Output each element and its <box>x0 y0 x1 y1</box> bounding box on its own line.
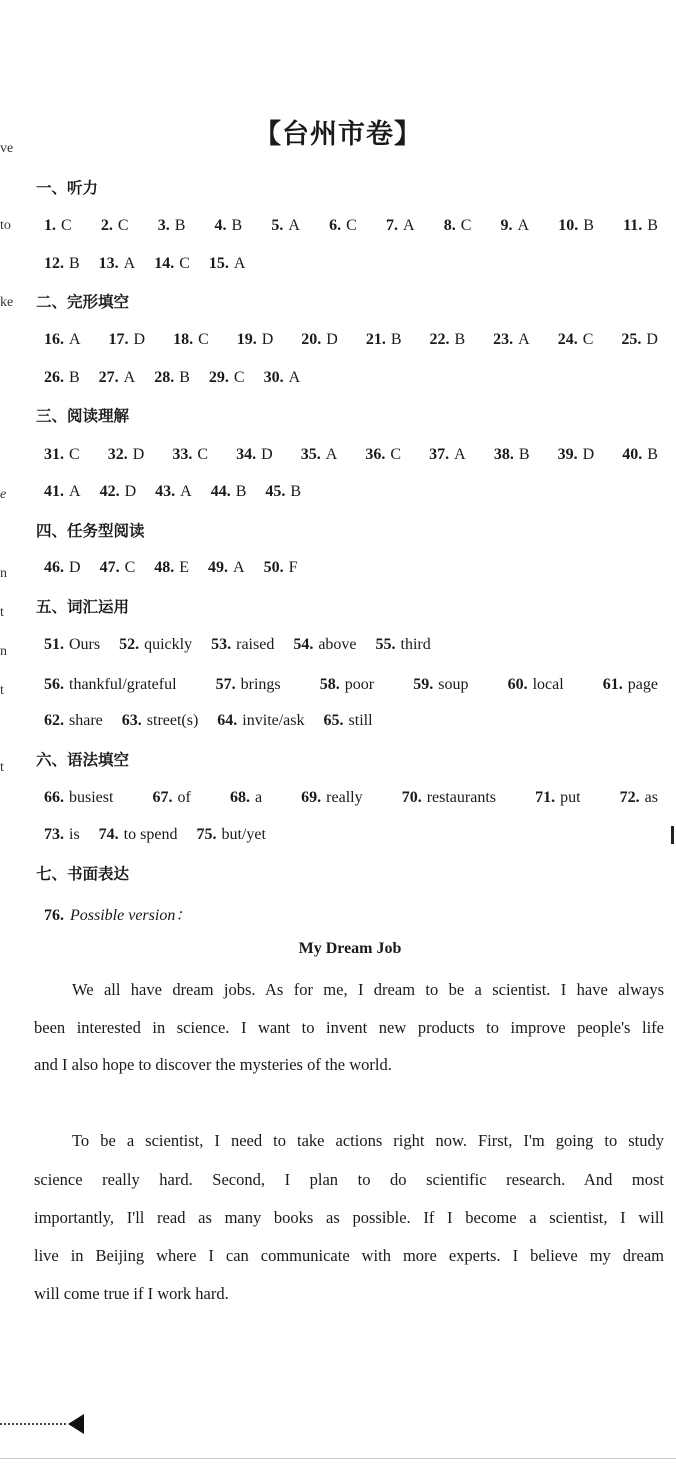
answer-row <box>44 559 297 577</box>
answer-value: D <box>124 483 137 500</box>
answer-value: C <box>61 217 72 234</box>
question-number: 36. <box>365 446 386 463</box>
answer-item <box>329 217 357 235</box>
answer-item <box>44 559 81 577</box>
answer-value: poor <box>344 676 375 693</box>
question-number: 32. <box>107 446 128 463</box>
answer-item <box>365 446 401 464</box>
answer-value: B <box>647 446 658 463</box>
question-number: 44. <box>210 483 231 500</box>
question-number: 13. <box>98 255 119 272</box>
question-number: 3. <box>157 217 170 234</box>
margin-fragment: e <box>0 487 7 502</box>
question-number: 28. <box>154 369 175 386</box>
question-number: 65. <box>323 712 344 729</box>
answer-value: C <box>124 559 136 576</box>
section-heading-writing: 七、书面表达 <box>36 865 130 883</box>
answer-item <box>99 826 178 844</box>
answer-value: B <box>174 217 186 234</box>
question-number: 42. <box>99 483 120 500</box>
answer-row <box>44 255 245 273</box>
answer-item <box>444 217 472 235</box>
answer-item <box>154 255 190 273</box>
question-number: 37. <box>429 446 450 463</box>
answer-item <box>535 789 580 807</box>
answer-value: above <box>318 636 357 653</box>
answer-row <box>44 483 301 501</box>
answer-value: C <box>197 446 209 463</box>
question-number: 23. <box>493 331 514 348</box>
answer-value: B <box>454 331 466 348</box>
answer-row <box>44 789 658 807</box>
question-number: 43. <box>155 483 176 500</box>
answer-item <box>301 789 362 807</box>
answer-item <box>44 676 177 694</box>
edge-mark <box>671 826 674 844</box>
answer-value: B <box>290 483 302 500</box>
section-heading-cloze: 二、完形填空 <box>36 293 130 311</box>
answer-item <box>44 826 80 844</box>
question-number: 34. <box>236 446 257 463</box>
answer-value: B <box>235 483 247 500</box>
question-number: 18. <box>173 331 194 348</box>
question-number: 49. <box>208 559 229 576</box>
margin-fragment: t <box>0 605 4 620</box>
answer-item <box>558 217 594 235</box>
question-number: 41. <box>44 483 64 500</box>
answer-item <box>155 483 192 501</box>
answer-item <box>216 676 281 694</box>
section-heading-task-reading: 四、任务型阅读 <box>36 522 145 540</box>
answer-item <box>293 636 356 654</box>
question-number: 17. <box>108 331 129 348</box>
footer-dotted-leader <box>0 1423 66 1425</box>
answer-row <box>44 446 658 464</box>
answer-row <box>44 217 658 235</box>
question-number: 31. <box>44 446 64 463</box>
question-number: 25. <box>621 331 642 348</box>
question-number: 47. <box>99 559 120 576</box>
question-number: 11. <box>623 217 643 234</box>
answer-item <box>324 712 373 730</box>
question-number: 56. <box>44 676 64 693</box>
answer-value: B <box>69 369 80 386</box>
question-number: 63. <box>121 712 142 729</box>
answer-item <box>429 446 466 464</box>
answer-row <box>44 676 658 694</box>
question-number: 74. <box>98 826 119 843</box>
answer-item <box>413 676 468 694</box>
question-number: 64. <box>217 712 238 729</box>
question-number: 52. <box>119 636 140 653</box>
essay-line: To be a scientist, I need to take actions right now. First, I'm going to study <box>72 1131 664 1150</box>
answer-value: D <box>582 446 595 463</box>
answer-value: C <box>233 369 245 386</box>
answer-item <box>44 369 80 387</box>
answer-item <box>196 826 265 844</box>
answer-value: quickly <box>144 636 193 653</box>
answer-item <box>603 676 658 694</box>
question-number: 73. <box>44 826 64 843</box>
answer-item <box>301 331 338 349</box>
essay-title: My Dream Job <box>298 940 402 957</box>
possible-version-label: Possible version： <box>70 907 192 924</box>
answer-value: is <box>69 826 80 843</box>
question-number: 29. <box>208 369 229 386</box>
answer-value: restaurants <box>426 789 496 806</box>
answer-value: a <box>254 789 263 806</box>
question-number: 69. <box>301 789 322 806</box>
answer-item <box>100 559 136 577</box>
question-number: 30. <box>263 369 284 386</box>
answer-item <box>264 369 301 387</box>
answer-value: put <box>560 789 581 806</box>
page-bottom-rule <box>0 1458 676 1459</box>
answer-item <box>620 789 658 807</box>
question-number: 55. <box>375 636 396 653</box>
answer-value: B <box>647 217 658 234</box>
question-number: 72. <box>619 789 640 806</box>
answer-value: brings <box>240 676 281 693</box>
answer-item <box>217 712 304 730</box>
question-number: 38. <box>493 446 514 463</box>
answer-value: A <box>233 255 246 272</box>
answer-item <box>230 789 262 807</box>
question-number: 14. <box>154 255 175 272</box>
question-number: 62. <box>44 712 64 729</box>
question-number: 61. <box>602 676 623 693</box>
answer-item <box>494 446 530 464</box>
margin-fragment: n <box>0 644 7 659</box>
answer-value: soup <box>438 676 469 693</box>
answer-value: A <box>69 483 81 500</box>
question-number: 9. <box>500 217 513 234</box>
answer-value: to spend <box>123 826 178 843</box>
answer-row <box>44 826 266 844</box>
answer-value: thankful/grateful <box>69 676 177 693</box>
answer-item <box>44 712 103 730</box>
question-number: 6. <box>329 217 342 234</box>
question-number: 21. <box>365 331 386 348</box>
section-heading-listening: 一、听力 <box>36 179 99 197</box>
answer-value: third <box>400 636 431 653</box>
answer-item <box>237 331 274 349</box>
answer-item <box>44 331 81 349</box>
answer-item <box>623 217 658 235</box>
answer-value: local <box>532 676 564 693</box>
question-number: 7. <box>385 217 398 234</box>
page-turn-arrow-icon <box>68 1414 84 1434</box>
answer-item <box>44 636 100 654</box>
question-number: 68. <box>229 789 250 806</box>
answer-value: B <box>390 331 402 348</box>
question-number: 5. <box>271 217 284 234</box>
answer-item <box>172 446 208 464</box>
essay-line: live in Beijing where I can communicate with more experts. I believe my dream <box>34 1246 664 1265</box>
answer-item <box>430 331 466 349</box>
answer-item <box>44 217 72 235</box>
answer-value: D <box>133 331 146 348</box>
answer-value: D <box>326 331 338 348</box>
answer-value: E <box>179 559 190 576</box>
answer-value: of <box>177 789 191 806</box>
essay-line: We all have dream jobs. As for me, I dream to be a scientist. I have always <box>72 980 664 999</box>
question-number: 75. <box>196 826 217 843</box>
margin-fragment: t <box>0 760 4 775</box>
answer-item <box>366 331 402 349</box>
question-number: 67. <box>152 789 173 806</box>
question-number: 33. <box>172 446 193 463</box>
margin-fragment: ve <box>0 141 14 156</box>
answer-item <box>211 483 247 501</box>
answer-item <box>215 217 243 235</box>
answer-item <box>209 255 246 273</box>
question-number: 15. <box>208 255 229 272</box>
answer-row <box>44 331 658 349</box>
answer-item <box>158 217 186 235</box>
answer-value: busiest <box>69 789 114 806</box>
answer-value: D <box>261 446 273 463</box>
answer-item <box>211 636 274 654</box>
writing-prompt <box>44 902 191 925</box>
question-number: 57. <box>215 676 236 693</box>
question-number: 39. <box>557 446 578 463</box>
answer-value: C <box>117 217 129 234</box>
answer-item <box>376 636 431 654</box>
answer-item <box>402 789 496 807</box>
margin-fragment: n <box>0 566 7 581</box>
answer-item <box>493 331 530 349</box>
answer-value: A <box>402 217 415 234</box>
answer-value: C <box>582 331 594 348</box>
answer-item <box>44 255 80 273</box>
answer-value: street(s) <box>146 712 199 729</box>
answer-value: C <box>390 446 402 463</box>
answer-value: A <box>288 217 300 234</box>
answer-item <box>109 331 146 349</box>
question-number: 22. <box>429 331 450 348</box>
answer-item <box>501 217 530 235</box>
answer-item <box>44 789 113 807</box>
section-heading-grammar: 六、语法填空 <box>36 751 130 769</box>
answer-item <box>236 446 273 464</box>
essay-line: and I also hope to discover the mysteries of the world. <box>34 1055 392 1074</box>
answer-value: as <box>644 789 658 806</box>
answer-value: A <box>123 369 136 386</box>
question-number: 53. <box>211 636 232 653</box>
question-number: 66. <box>44 789 64 806</box>
question-number: 10. <box>558 217 579 234</box>
answer-item <box>264 559 298 577</box>
question-number: 26. <box>44 369 64 386</box>
answer-item <box>44 483 81 501</box>
essay-line: been interested in science. I want to invent new products to improve people's life <box>34 1018 664 1037</box>
question-number: 60. <box>507 676 528 693</box>
answer-value: D <box>646 331 658 348</box>
answer-value: C <box>460 217 472 234</box>
question-number: 48. <box>154 559 175 576</box>
answer-item <box>558 446 595 464</box>
answer-value: B <box>231 217 243 234</box>
question-number: 54. <box>293 636 314 653</box>
answer-value: A <box>518 331 530 348</box>
answer-value: A <box>180 483 192 500</box>
question-number: 59. <box>413 676 434 693</box>
question-number: 8. <box>443 217 456 234</box>
answer-item <box>44 446 80 464</box>
answer-item <box>99 255 136 273</box>
question-number: 71. <box>535 789 556 806</box>
answer-value: A <box>69 331 81 348</box>
answer-value: C <box>346 217 357 234</box>
answer-item <box>119 636 192 654</box>
answer-value: Ours <box>69 636 101 653</box>
answer-value: A <box>454 446 466 463</box>
answer-item <box>386 217 415 235</box>
answer-value: C <box>198 331 209 348</box>
answer-row <box>44 636 431 654</box>
answer-item <box>209 369 245 387</box>
answer-item <box>122 712 199 730</box>
answer-item <box>301 446 338 464</box>
answer-item <box>622 446 658 464</box>
answer-value: B <box>518 446 530 463</box>
answer-item <box>271 217 300 235</box>
answer-value: B <box>179 369 190 386</box>
question-number: 1. <box>44 217 56 234</box>
question-number: 46. <box>44 559 64 576</box>
answer-value: A <box>233 559 245 576</box>
answer-row <box>44 369 300 387</box>
question-number: 70. <box>401 789 422 806</box>
question-number: 45. <box>265 483 286 500</box>
question-number: 2. <box>100 217 113 234</box>
answer-value: really <box>326 789 363 806</box>
answer-value: F <box>288 559 298 576</box>
answer-item <box>265 483 301 501</box>
answer-item <box>101 217 129 235</box>
answer-item <box>508 676 564 694</box>
answer-value: C <box>69 446 80 463</box>
answer-value: share <box>69 712 103 729</box>
answer-row <box>44 712 373 730</box>
answer-value: still <box>348 712 373 729</box>
answer-item <box>100 483 137 501</box>
answer-item <box>320 676 374 694</box>
answer-value: A <box>123 255 136 272</box>
question-number: 27. <box>98 369 119 386</box>
answer-value: C <box>179 255 190 272</box>
answer-item <box>173 331 209 349</box>
answer-value: raised <box>236 636 275 653</box>
answer-value: A <box>325 446 338 463</box>
question-number: 50. <box>263 559 284 576</box>
question-number: 16. <box>44 331 64 348</box>
answer-value: invite/ask <box>242 712 305 729</box>
answer-item <box>208 559 245 577</box>
answer-value: page <box>627 676 658 693</box>
answer-value: A <box>288 369 301 386</box>
question-number: 51. <box>44 636 64 653</box>
page-title: 【台州市卷】 <box>254 119 422 150</box>
question-number: 24. <box>557 331 578 348</box>
answer-item <box>154 559 189 577</box>
essay-line: science really hard. Second, I plan to do scientific research. And most <box>34 1170 664 1189</box>
question-number: 35. <box>300 446 321 463</box>
answer-value: B <box>69 255 80 272</box>
question-number: 40. <box>622 446 643 463</box>
answer-value: but/yet <box>221 826 266 843</box>
answer-item <box>558 331 594 349</box>
question-number: 76. <box>44 907 64 924</box>
section-heading-reading: 三、阅读理解 <box>36 407 130 425</box>
margin-fragment: to <box>0 218 11 233</box>
answer-value: D <box>261 331 274 348</box>
answer-item <box>99 369 136 387</box>
essay-line: importantly, I'll read as many books as possible. If I become a scientist, I will <box>34 1208 664 1227</box>
answer-item <box>153 789 191 807</box>
essay-line: will come true if I work hard. <box>34 1284 229 1303</box>
margin-fragment: t <box>0 683 4 698</box>
question-number: 58. <box>319 676 340 693</box>
answer-item <box>108 446 145 464</box>
answer-value: B <box>583 217 594 234</box>
answer-value: D <box>132 446 145 463</box>
answer-item <box>621 331 658 349</box>
answer-value: A <box>517 217 530 234</box>
question-number: 19. <box>236 331 257 348</box>
question-number: 20. <box>301 331 322 348</box>
answer-item <box>154 369 190 387</box>
question-number: 12. <box>44 255 64 272</box>
section-heading-vocabulary: 五、词汇运用 <box>36 598 130 616</box>
answer-value: D <box>69 559 81 576</box>
margin-fragment: ke <box>0 295 14 310</box>
question-number: 4. <box>214 217 227 234</box>
